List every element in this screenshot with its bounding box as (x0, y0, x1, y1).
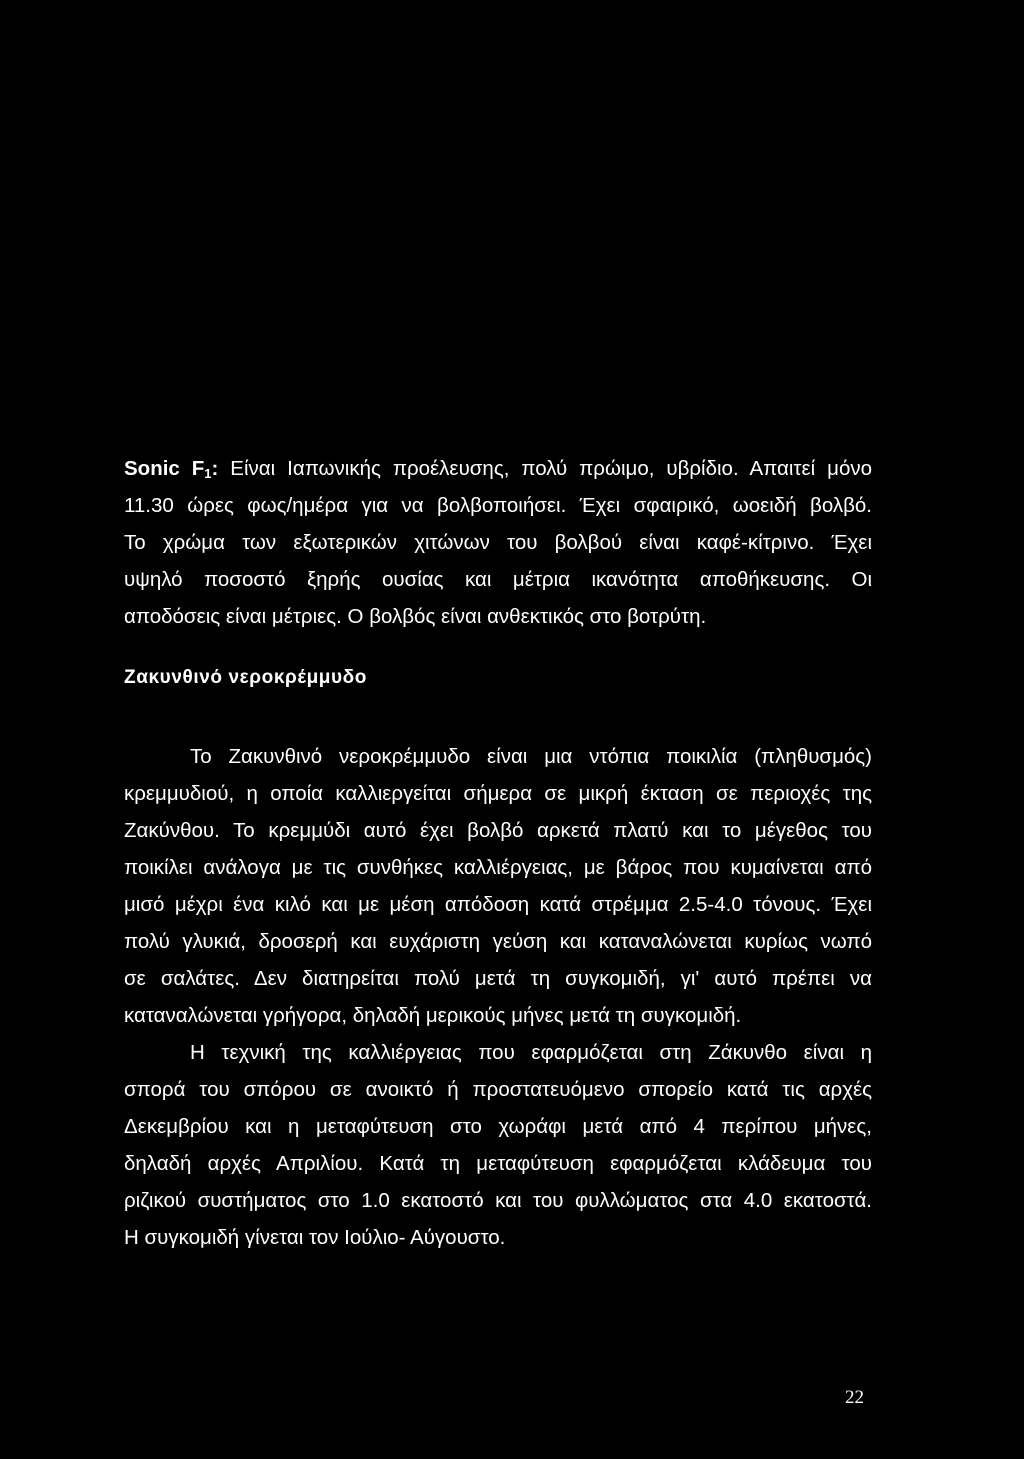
text-line: μισό μέχρι ένα κιλό και με μέση απόδοση κατά στρέμμα 2.5-4.0 τόνους. Έχει (124, 893, 872, 916)
text-line: 11.30 ώρες φως/ημέρα για να βολβοποιήσει. Έχει σφαιρικό, ωοειδή βολβό. (124, 494, 872, 517)
text-line: σπορά του σπόρου σε ανοικτό ή προστατευόμενο σπορείο κατά τις αρχές (124, 1078, 872, 1101)
text-line: Το χρώμα των εξωτερικών χιτώνων του βολβού είναι καφέ-κίτρινο. Έχει (124, 531, 872, 554)
text-line: ριζικού συστήματος στο 1.0 εκατοστό και του φυλλώματος στα 4.0 εκατοστά. (124, 1189, 872, 1212)
text-line: καταναλώνεται γρήγορα, δηλαδή μερικούς μήνες μετά τη συγκομιδή. (124, 1004, 742, 1027)
text-line: υψηλό ποσοστό ξηρής ουσίας και μέτρια ικανότητα αποθήκευσης. Οι (124, 568, 872, 591)
text-line: Sonic $F_1$: Είναι Ιαπωνικής προέλευσης, πολύ πρώιμο, υβρίδιο. Απαιτεί μόνο (124, 457, 872, 481)
variety-name: Sonic $F_1$: (124, 457, 219, 481)
text-line: Το Ζακυνθινό νεροκρέμμυδο είναι μια ντόπια ποικιλία (πληθυσμός) (190, 745, 872, 768)
text-line: Δεκεμβρίου και η μεταφύτευση στο χωράφι μετά από 4 περίπου μήνες, (124, 1115, 872, 1138)
page-number: 22 (845, 1387, 864, 1408)
text-line: κρεμμυδιού, η οποία καλλιεργείται σήμερα σε μικρή έκταση σε περιοχές της (124, 782, 872, 805)
text-line: δηλαδή αρχές Απριλίου. Κατά τη μεταφύτευση εφαρμόζεται κλάδευμα του (124, 1152, 872, 1175)
text-line: πολύ γλυκιά, δροσερή και ευχάριστη γεύση και καταναλώνεται κυρίως νωπό (124, 930, 872, 953)
text-line: Ζακύνθου. Το κρεμμύδι αυτό έχει βολβό αρκετά πλατύ και το μέγεθος του (124, 819, 872, 842)
text-line: Η συγκομιδή γίνεται τον Ιούλιο- Αύγουστο. (124, 1226, 506, 1249)
text-line: σε σαλάτες. Δεν διατηρείται πολύ μετά τη συγκομιδή, γι' αυτό πρέπει να (124, 967, 872, 990)
text-line: ποικίλει ανάλογα με τις συνθήκες καλλιέργειας, με βάρος που κυμαίνεται από (124, 856, 872, 879)
text-line: αποδόσεις είναι μέτριες. Ο βολβός είναι ανθεκτικός στο βοτρύτη. (124, 605, 707, 628)
section-heading: Ζακυνθινό νεροκρέμμυδο (124, 667, 368, 688)
text-line: Η τεχνική της καλλιέργειας που εφαρμόζεται στη Ζάκυνθο είναι η (190, 1041, 872, 1064)
